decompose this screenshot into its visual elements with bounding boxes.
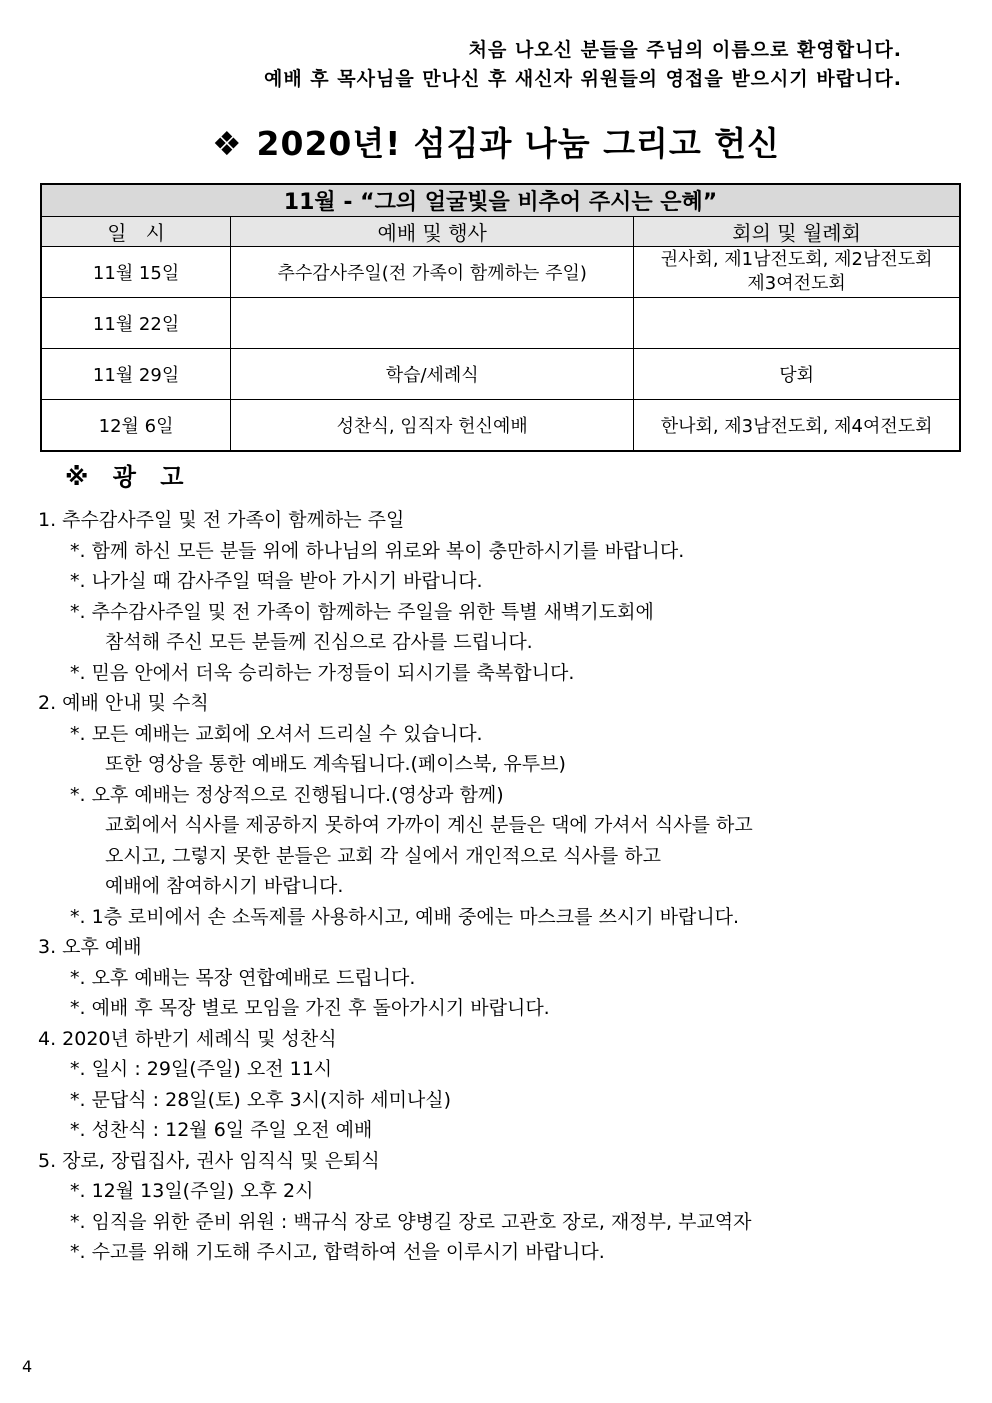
announcement-continuation: 교회에서 식사를 제공하지 못하여 가까이 계신 분들은 댁에 가셔서 식사를 하고 xyxy=(105,814,753,836)
announcements-list xyxy=(38,505,958,1268)
schedule-month-header xyxy=(41,184,960,217)
announcement-item: *. 나가실 때 감사주일 떡을 받아 가시기 바랍니다. xyxy=(70,570,483,592)
schedule-table xyxy=(40,183,961,452)
announcement-item: *. 오후 예배는 정상적으로 진행됩니다.(영상과 함께) xyxy=(70,783,504,806)
schedule-column-header xyxy=(41,217,960,247)
announcements-title: ※ 광 고 xyxy=(65,463,192,491)
announcement-continuation: 참석해 주신 모든 분들께 진심으로 감사를 드립니다. xyxy=(105,631,533,653)
announcement-item: *. 12월 13일(주일) 오후 2시 xyxy=(70,1180,314,1202)
welcome-line-1: 처음 나오신 분들을 주님의 이름으로 환영합니다. xyxy=(468,39,902,61)
announcement-item: *. 성찬식 : 12월 6일 주일 오전 예배 xyxy=(70,1119,373,1141)
row-meeting xyxy=(634,298,960,349)
announcement-section: 4. 2020년 하반기 세례식 및 성찬식 xyxy=(38,1027,337,1050)
row-event: 성찬식, 임직자 헌신예배 xyxy=(231,400,634,452)
row-meeting-line-1: 권사회, 제1남전도회, 제2남전도회 xyxy=(660,249,933,270)
announcement-continuation: 또한 영상을 통한 예배도 계속됩니다.(페이스북, 유투브) xyxy=(105,753,566,775)
row-meeting xyxy=(634,247,960,298)
announcement-continuation: 오시고, 그렇지 못한 분들은 교회 각 실에서 개인적으로 식사를 하고 xyxy=(105,844,661,867)
row-event: 추수감사주일(전 가족이 함께하는 주일) xyxy=(231,247,634,298)
announcement-item: *. 수고를 위해 기도해 주시고, 합력하여 선을 이루시기 바랍니다. xyxy=(70,1241,605,1263)
announcement-item: *. 예배 후 목장 별로 모임을 가진 후 돌아가시기 바랍니다. xyxy=(70,997,550,1019)
announcement-item: *. 임직을 위한 준비 위원 : 백규식 장로 양병길 장로 고관호 장로, 재정부, 부교역자 xyxy=(70,1210,752,1233)
announcement-item: *. 1층 로비에서 손 소독제를 사용하시고, 예배 중에는 마스크를 쓰시기 바랍니다. xyxy=(70,905,740,928)
announcement-item: *. 믿음 안에서 더욱 승리하는 가정들이 되시기를 축복합니다. xyxy=(70,661,575,684)
column-header-date: 일 시 xyxy=(41,217,231,247)
row-date: 12월 6일 xyxy=(41,400,231,452)
row-date: 11월 22일 xyxy=(41,298,231,349)
announcement-item: *. 오후 예배는 목장 연합예배로 드립니다. xyxy=(70,966,416,989)
announcement-item: *. 문답식 : 28일(토) 오후 3시(지하 세미나실) xyxy=(70,1088,452,1111)
row-meeting: 한나회, 제3남전도회, 제4여전도회 xyxy=(634,400,960,452)
announcement-continuation: 예배에 참여하시기 바랍니다. xyxy=(105,875,344,897)
row-event: 학습/세례식 xyxy=(231,349,634,400)
diamond-icon: ❖ xyxy=(211,124,243,163)
page-number: 4 xyxy=(22,1357,33,1376)
row-meeting-line-2: 제3여전도회 xyxy=(747,273,846,294)
announcement-section: 1. 추수감사주일 및 전 가족이 함께하는 주일 xyxy=(38,509,405,531)
table-row xyxy=(41,298,960,349)
row-meeting: 당회 xyxy=(634,349,960,400)
page-title xyxy=(0,118,992,165)
page-title-text: 2020년! 섬김과 나눔 그리고 헌신 xyxy=(256,124,781,163)
column-header-meeting: 회의 및 월례회 xyxy=(634,217,960,247)
announcement-section: 5. 장로, 장립집사, 권사 임직식 및 은퇴식 xyxy=(38,1149,380,1172)
column-header-event: 예배 및 행사 xyxy=(231,217,634,247)
announcement-section: 2. 예배 안내 및 수칙 xyxy=(38,692,209,714)
welcome-message xyxy=(264,36,902,94)
row-event xyxy=(231,298,634,349)
announcement-item: *. 모든 예배는 교회에 오셔서 드리실 수 있습니다. xyxy=(70,722,483,745)
announcement-item: *. 일시 : 29일(주일) 오전 11시 xyxy=(70,1058,333,1080)
row-date: 11월 15일 xyxy=(41,247,231,298)
table-row xyxy=(41,247,960,298)
announcement-item: *. 추수감사주일 및 전 가족이 함께하는 주일을 위한 특별 새벽기도회에 xyxy=(70,600,654,623)
announcement-item: *. 함께 하신 모든 분들 위에 하나님의 위로와 복이 충만하시기를 바랍니다. xyxy=(70,539,685,562)
announcement-section: 3. 오후 예배 xyxy=(38,936,142,958)
table-row xyxy=(41,349,960,400)
table-row xyxy=(41,400,960,452)
month-title: 11월 - “그의 얼굴빛을 비추어 주시는 은혜” xyxy=(41,184,960,217)
row-date: 11월 29일 xyxy=(41,349,231,400)
welcome-line-2: 예배 후 목사님을 만나신 후 새신자 위원들의 영접을 받으시기 바랍니다. xyxy=(263,68,902,90)
